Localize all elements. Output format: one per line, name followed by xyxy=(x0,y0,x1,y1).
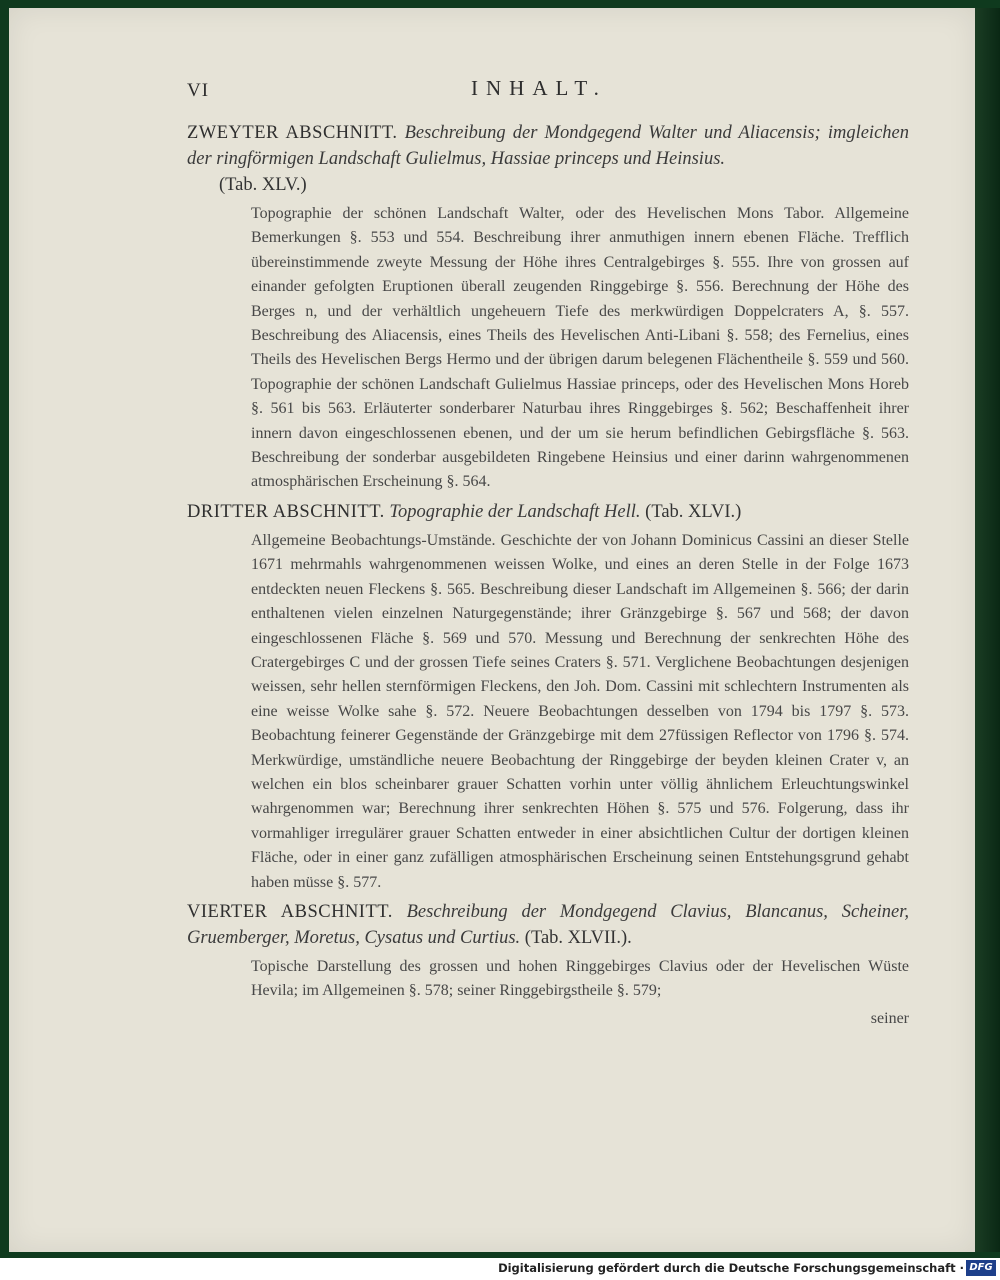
section-4-plate-ref: (Tab. XLVII.). xyxy=(524,927,632,948)
digitization-footer xyxy=(0,1258,1000,1280)
section-3-title xyxy=(187,499,909,525)
dfg-logo: DFG xyxy=(966,1260,996,1276)
section-2-plate-ref: (Tab. XLV.) xyxy=(219,175,307,195)
section-4-body: Topische Darstellung des grossen und hohen Ringgebirges Clavius oder der Hevelischen Wüste Hevila; im Allgemeinen §. 578; seiner Ringgebirgstheile §. 579; xyxy=(251,957,909,1000)
section-2-heading: ZWEYTER ABSCHNITT. xyxy=(187,123,398,143)
funding-notice: Digitalisierung gefördert durch die Deutsche Forschungsgemeinschaft · xyxy=(498,1261,964,1275)
section-4-title xyxy=(187,899,909,951)
section-4-subject: Beschreibung der Mondgegend Clavius, Blancanus, Scheiner, Gruemberger, Moretus, Cysatus und Curtius. xyxy=(187,901,910,948)
catchword: seiner xyxy=(870,1009,909,1027)
section-3-plate-ref: (Tab. XLVI.) xyxy=(645,501,742,522)
running-head: INHALT. xyxy=(471,76,607,100)
page-header xyxy=(9,76,975,106)
table-of-contents xyxy=(187,120,909,1030)
section-2-title xyxy=(187,120,909,198)
section-3-heading: DRITTER ABSCHNITT. xyxy=(187,501,385,522)
section-3-subject: Topographie der Landschaft Hell. xyxy=(389,501,641,522)
section-2-subject: Beschreibung der Mondgegend Walter und Aliacensis; imgleichen der ringförmigen Landschaft Gulielmus, Hassiae princeps und Heinsius. xyxy=(187,123,909,169)
book-page xyxy=(9,8,975,1252)
book-edge xyxy=(975,8,1000,1252)
page-number: VI xyxy=(187,80,210,101)
section-2-body: Topographie der schönen Landschaft Walter, oder des Hevelischen Mons Tabor. Allgemeine Bemerkungen §. 553 und 554. Beschreibung ihrer anmuthigen innern ebenen Fläche. Trefflich übereinstimmende zweyte Messung der Höhe ihres Centralgebirges §. 555. Ihre von grossen auf einander gefolgten Eruptionen überall zeugenden Ringgebirge §. 556. Berechnung der Höhe des Berges n, und der verhältlich ungeheuern Tiefe des merkwürdigen Doppelcraters A, §. 557. Beschreibung des Aliacensis, eines Theils des Hevelischen Anti-Libani §. 558; des Fernelius, eines Theils des Hevelischen Bergs Hermo und der übrigen darum belegenen Flächentheile §. 559 und 560. Topographie der schönen Landschaft Gulielmus Hassiae princeps, oder des Hevelischen Mons Horeb §. 561 bis 563. Erläuterter sonderbarer Naturbau ihres Ringgebirges §. 562; Beschaffenheit ihrer innern davon eingeschlossenen ebenen, und der um sie herum befindlichen Gebirgsfläche §. 563. Beschreibung der sonderbar ausgebildeten Ringebene Heinsius und einer darinn wahrgenommenen atmosphärischen Erscheinung §. 564. xyxy=(251,205,909,491)
section-4-heading: VIERTER ABSCHNITT. xyxy=(187,901,393,922)
section-3-body: Allgemeine Beobachtungs-Umstände. Geschichte der von Johann Dominicus Cassini an dieser Stelle 1671 mehrmahls wahrgenommenen weissen Wolke, und eines an deren Stelle in der Folge 1673 entdeckten neuen Fleckens §. 565. Beschreibung dieser Landschaft im Allgemeinen §. 566; der darin enthaltenen vielen einzelnen Naturgegenstände; ihrer Gränzgebirge §. 567 und 568; der davon eingeschlossenen Fläche §. 569 und 570. Messung und Berechnung der senkrechten Höhe des Cratergebirges C und der grossen Tiefe seines Craters §. 571. Verglichene Beobachtungen desjenigen weissen, sehr hellen sternförmigen Fleckens, den Joh. Dom. Cassini mit schlechtern Instrumenten als eine weisse Wolke sahe §. 572. Neuere Beobachtungen desselben von 1794 bis 1797 §. 573. Beobachtung feinerer Gegenstände der Gränzgebirge mit dem 27füssigen Reflector von 1796 §. 574. Merkwürdige, umständliche neuere Beobachtung der Ringgebirge der beyden kleinen Crater v, an welchen ein blos scheinbarer grauer Schatten vorhin unter völlig ähnlichem Erleuchtungswinkel wahrgenommen war; Berechnung ihrer senkrechten Höhen §. 575 und 576. Folgerung, dass ihr vormahliger irregulärer grauer Schatten entweder in einer absichtlichen Cultur der dortigen kleinen Fläche, oder in einer ganz zufälligen atmosphärischen Erscheinung seinen Entstehungsgrund gehabt haben müsse §. 577. xyxy=(251,531,909,891)
